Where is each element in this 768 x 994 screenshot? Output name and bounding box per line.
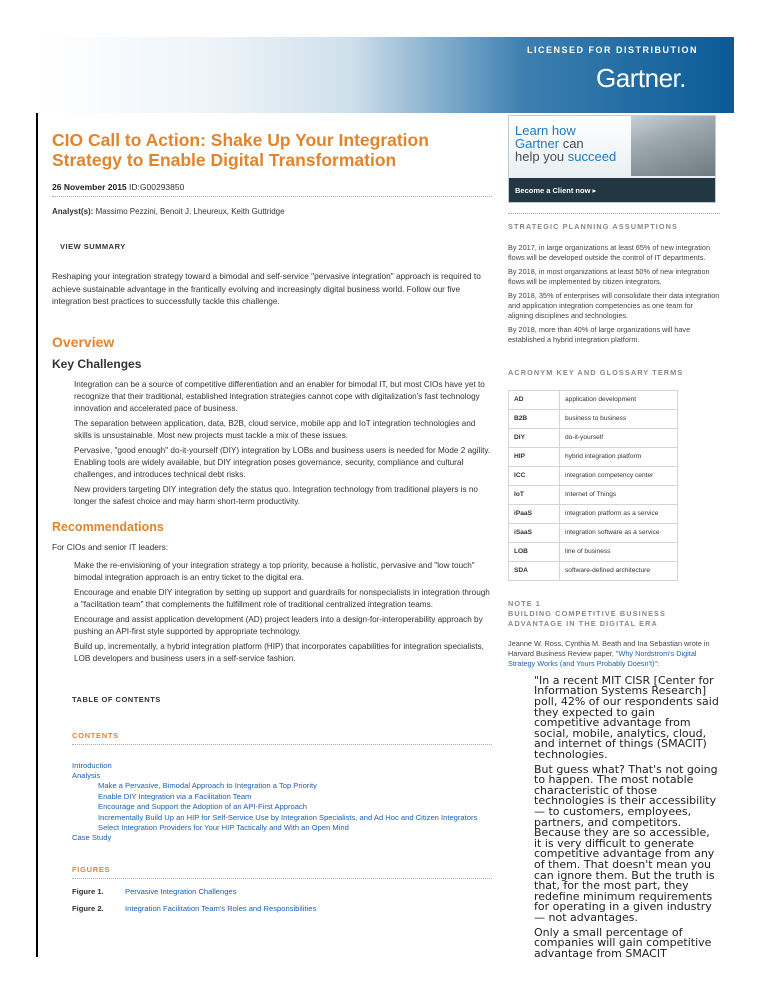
divider: [72, 744, 492, 745]
list-item: Make the re-envisioning of your integration strategy a top priority, because a holistic, pervasive and "low touch" bimodal integration approach is an entry ticket to the digital era.: [74, 560, 475, 582]
acronym-term: Internet of Things: [560, 485, 678, 504]
toc-list: [72, 761, 492, 844]
ad-photo: [631, 116, 715, 176]
key-challenges-heading: Key Challenges: [52, 356, 142, 371]
licensed-label: LICENSED FOR DISTRIBUTION: [526, 45, 698, 55]
acronym-term: software-defined architecture: [560, 561, 678, 580]
quote-block: [534, 673, 720, 960]
acronym-key: iSaaS: [509, 523, 560, 542]
gartner-logo[interactable]: Gartner.: [596, 63, 686, 93]
toc-link[interactable]: Make a Pervasive, Bimodal Approach to Integration a Top Priority: [98, 781, 317, 791]
table-row: [509, 542, 678, 561]
table-row: [509, 390, 678, 409]
acronym-term: integration software as a service: [560, 523, 678, 542]
divider: [508, 213, 720, 214]
list-item: Encourage and enable DIY integration by setting up support and guardrails for nonspecialists in integration through a "facilitation team" that complements the fulfillment role of traditional centralized integration teams.: [74, 587, 490, 609]
acronym-heading: ACRONYM KEY AND GLOSSARY TERMS: [508, 367, 684, 377]
acronym-term: hybrid integration platform: [560, 447, 678, 466]
acronym-key: AD: [509, 390, 560, 409]
quote-paragraph: But guess what? That's not going to happen. The most notable characteristic of those technologies is their accessibility — to customers, employees, partners, and competitors. Because they are so accessible, it is very difficult to generate competitive advantage from any of them. That doesn't mean you can ignore them. But the truth is that, for the most part, they redefine minimum requirements for operating in a given industry — not advantages.: [534, 762, 718, 924]
quote-paragraph: "In a recent MIT CISR [Center for Information Systems Research] poll, 42% of our respondents said they expected to gain competitive advantage from social, mobile, analytics, cloud, and internet of things (SMACIT) technologies.: [534, 673, 719, 762]
ad-line-2: Gartner can: [515, 136, 584, 151]
become-client-ad[interactable]: [508, 115, 716, 203]
assumptions-list: [508, 243, 720, 346]
recommendations-intro: For CIOs and senior IT leaders:: [52, 541, 169, 552]
figure-link[interactable]: Integration Facilitation Team's Roles and Responsibilities: [125, 903, 317, 913]
view-summary-toggle[interactable]: VIEW SUMMARY: [60, 242, 126, 251]
list-item: Build up, incrementally, a hybrid integration platform (HIP) that incorporates capabilities for integration specialists, LOB developers and business users in a self-service fashion.: [74, 641, 484, 663]
acronym-term: business to business: [560, 409, 678, 428]
toc-link[interactable]: Enable DIY Integration via a Facilitation Team: [98, 791, 252, 801]
table-row: [509, 409, 678, 428]
figure-row: [72, 887, 492, 896]
table-row: [509, 561, 678, 580]
divider: [72, 878, 492, 879]
ad-line-3: help you succeed: [515, 149, 617, 164]
acronym-key: LOB: [509, 542, 560, 561]
acronym-key: iPaaS: [509, 504, 560, 523]
become-client-button[interactable]: Become a Client now ▸: [509, 178, 715, 202]
note-citation: Jeanne W. Ross, Cynthia M. Beath and Ina Sebastian wrote in Harvard Business Review paper, "Why Nordstrom's Digital Strategy Works (and Yours Probably Doesn't)":: [508, 638, 710, 669]
main-column: [52, 130, 492, 913]
acronym-key: B2B: [509, 409, 560, 428]
page-edge: [36, 37, 38, 957]
list-item: By 2018, more than 40% of large organizations will have established a hybrid integration platform.: [508, 324, 691, 345]
toc-link[interactable]: Analysis: [72, 770, 101, 780]
figure-number: Figure 2.: [72, 903, 104, 913]
recommendations-heading: Recommendations: [52, 519, 164, 534]
gartner-banner: [36, 37, 734, 113]
toc-link[interactable]: Case Study: [72, 833, 112, 843]
sidebar: [508, 115, 720, 963]
list-item: Integration can be a source of competitive differentiation and an enabler for bimodal IT, but most CIOs have yet to recognize that their traditional, established integration strategies cannot cope with digitalization's fast technology innovation and accelerated pace of business.: [74, 379, 485, 413]
page-title: CIO Call to Action: Shake Up Your Integration Strategy to Enable Digital Transformation: [52, 130, 429, 170]
table-row: [509, 504, 678, 523]
challenges-list: [74, 379, 492, 508]
contents-heading: CONTENTS: [72, 730, 119, 740]
list-item: By 2017, in large organizations at least 65% of new integration flows will be developed outside the control of IT departments.: [508, 243, 711, 263]
quote-paragraph: Only a small percentage of companies will gain competitive advantage from SMACIT: [534, 925, 712, 960]
list-item: By 2018, in most organizations at least 50% of new integration flows will be implemented by citizen integrators.: [508, 266, 710, 287]
table-row: [509, 523, 678, 542]
toc-link[interactable]: Encourage and Support the Adoption of an API-First Approach: [98, 802, 307, 812]
acronym-key: DIY: [509, 428, 560, 447]
toc-heading: TABLE OF CONTENTS: [72, 694, 161, 704]
figure-link[interactable]: Pervasive Integration Challenges: [125, 886, 237, 896]
note-heading: [508, 599, 720, 629]
table-row: [509, 428, 678, 447]
acronym-key: HIP: [509, 447, 560, 466]
citation-link[interactable]: "Why Nordstrom's Digital Strategy Works (and Yours Probably Doesn't)": [508, 649, 697, 669]
acronym-key: SDA: [509, 561, 560, 580]
toc-link[interactable]: Incrementally Build Up an HIP for Self-Service Use by Integration Specialists, and Ad Hoc and Citizen Integrators: [98, 812, 478, 822]
divider: [52, 196, 492, 197]
figure-row: [72, 904, 492, 913]
assumptions-heading: STRATEGIC PLANNING ASSUMPTIONS: [508, 222, 679, 231]
table-row: [509, 447, 678, 466]
publish-info: 26 November 2015 ID:G00293850: [52, 182, 185, 192]
acronym-table: [508, 390, 678, 581]
summary-text: Reshaping your integration strategy toward a bimodal and self-service "pervasive integration" approach is required to achieve sustainable advantage in the frantically evolving and increasingly digital business world. Follow our five integration best practices to successfully tackle this challenge.: [52, 271, 481, 306]
list-item: The separation between application, data, B2B, cloud service, mobile app and IoT integration technologies and skills is unsustainable. Most new projects must tackle a mix of these issues.: [74, 418, 476, 440]
list-item: Pervasive, "good enough" do-it-yourself (DIY) integration by LOBs and business users is needed for Mode 2 agility. Enabling tools are widely available, but DIY integration poses governance, security, compliance and cultural challenges, and introduces technical debt risks.: [74, 445, 491, 479]
overview-heading: Overview: [52, 333, 115, 350]
figures-heading: FIGURES: [72, 864, 111, 874]
acronym-key: ICC: [509, 466, 560, 485]
toc-link[interactable]: Introduction: [72, 760, 112, 770]
acronym-term: line of business: [560, 542, 678, 561]
note-label: NOTE 1: [508, 598, 541, 608]
list-item: By 2018, 35% of enterprises will consolidate their data integration and application integration competencies as one team for aligning disciplines and technologies.: [508, 290, 720, 321]
recommendations-list: [74, 560, 492, 665]
list-item: New providers targeting DIY integration defy the status quo. Integration technology from traditional players is no longer the safest choice and may harm short-term productivity.: [74, 484, 478, 506]
note-title: BUILDING COMPETITIVE BUSINESS ADVANTAGE IN THE DIGITAL ERA: [508, 608, 666, 628]
figure-number: Figure 1.: [72, 886, 104, 896]
acronym-term: application development: [560, 390, 678, 409]
table-row: [509, 466, 678, 485]
table-row: [509, 485, 678, 504]
acronym-term: integration competency center: [560, 466, 678, 485]
toc-link[interactable]: Select Integration Providers for Your HIP Tactically and With an Open Mind: [98, 822, 349, 832]
acronym-term: integration platform as a service: [560, 504, 678, 523]
acronym-term: do-it-yourself: [560, 428, 678, 447]
ad-line-1: Learn how: [515, 123, 576, 138]
acronym-key: IoT: [509, 485, 560, 504]
analysts-line: Analyst(s): Massimo Pezzini, Benoit J. Lheureux, Keith Guttridge: [52, 207, 285, 216]
list-item: Encourage and assist application development (AD) project leaders into a design-for-interoperability approach by pushing an API-first style supported by appropriate technology.: [74, 614, 483, 636]
